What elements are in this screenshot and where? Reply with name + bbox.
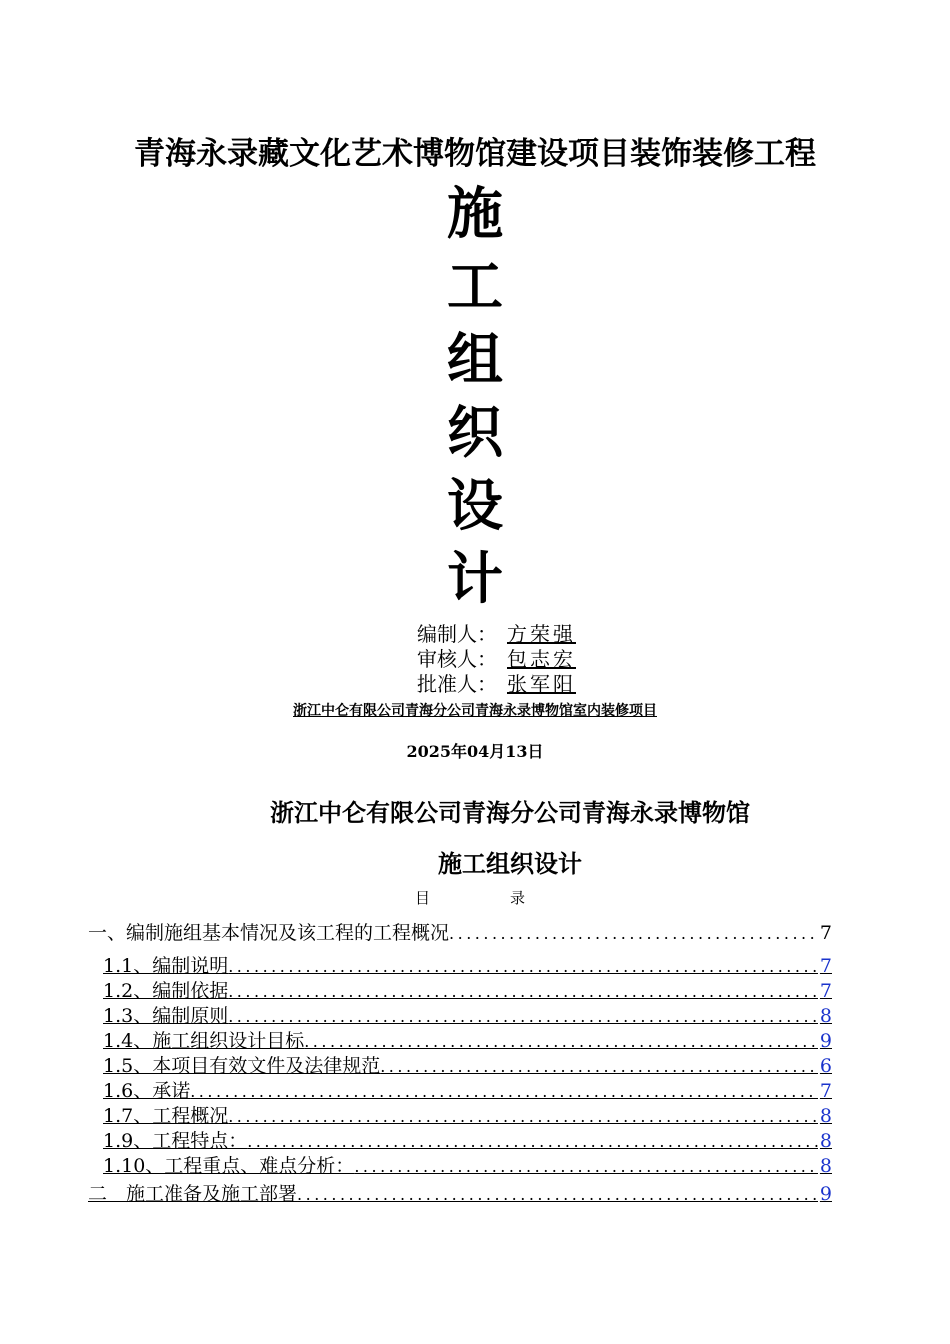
toc-entry-label: 1.10、工程重点、难点分析： [103,1155,355,1177]
toc-entry-label: 1.7、工程概况 [103,1105,229,1127]
toc-entry-label: 二 施工准备及施工部署 [88,1183,298,1205]
toc-entry[interactable] [88,918,832,954]
signature-role: 审核人： [417,647,497,671]
vertical-title-char: 织 [447,401,503,466]
table-of-contents [88,918,832,1215]
toc-page-number: 9 [819,1030,832,1052]
toc-leader-dots [190,1079,818,1104]
toc-entry-label: 1.1、编制说明 [103,955,229,977]
toc-entry[interactable] [88,1029,832,1054]
toc-entry[interactable] [88,954,832,979]
toc-leader-dots [354,1154,818,1179]
company-project-line: 浙江中仑有限公司青海分公司青海永录博物馆室内装修项目 [293,703,657,719]
toc-leader-dots [228,1004,818,1029]
document-date: 2025年04月13日 [406,742,544,761]
vertical-title-char: 设 [447,474,503,539]
toc-entry[interactable] [88,1104,832,1129]
toc-entry[interactable] [88,979,832,1004]
toc-entry-label: 1.3、编制原则 [103,1005,229,1027]
toc-entry-label: 1.4、施工组织设计目标 [103,1030,305,1052]
toc-page-number: 9 [819,1183,832,1205]
signature-row-approver [417,672,591,697]
toc-page-number: 8 [819,1155,832,1177]
toc-leader-dots [247,1129,818,1154]
signature-name: 方荣强 [507,622,576,646]
toc-page-number: 7 [819,1080,832,1102]
document-title: 青海永录藏文化艺术博物馆建设项目装饰装修工程 [134,136,816,172]
section-subtitle: 施工组织设计 [438,850,582,878]
toc-page-number: 8 [819,1130,832,1152]
toc-entry-label: 1.5、本项目有效文件及法律规范 [103,1055,381,1077]
toc-leader-dots [228,954,818,979]
toc-entry[interactable] [88,1079,832,1104]
vertical-title [0,178,950,616]
toc-heading: 目录 [414,889,605,907]
signature-block [417,622,591,697]
toc-page-number: 7 [819,922,832,944]
toc-leader-dots [297,1180,818,1210]
toc-entry[interactable] [88,1004,832,1029]
toc-page-number: 8 [819,1105,832,1127]
signature-name: 张军阳 [507,672,576,696]
toc-entry[interactable] [88,1179,832,1215]
toc-entry-label: 1.9、工程特点： [103,1130,248,1152]
signature-row-compiler [417,622,591,647]
toc-page-number: 6 [819,1055,832,1077]
toc-leader-dots [228,1104,818,1129]
toc-entry-label: 一、编制施组基本情况及该工程的工程概况 [88,922,450,944]
toc-entry-label: 1.2、编制依据 [103,980,229,1002]
vertical-title-char: 组 [447,328,503,393]
toc-leader-dots [380,1054,818,1079]
signature-row-reviewer [417,647,591,672]
toc-page-number: 7 [819,955,832,977]
signature-role: 批准人： [417,672,497,696]
toc-entry-label: 1.6、承诺 [103,1080,191,1102]
toc-entry[interactable] [88,1054,832,1079]
toc-leader-dots [449,919,818,949]
toc-entry[interactable] [88,1154,832,1179]
vertical-title-char: 计 [447,547,503,612]
toc-leader-dots [228,979,818,1004]
signature-name: 包志宏 [507,647,576,671]
signature-role: 编制人： [417,622,497,646]
toc-leader-dots [304,1029,818,1054]
toc-page-number: 7 [819,980,832,1002]
vertical-title-char: 工 [447,255,503,320]
toc-page-number: 8 [819,1005,832,1027]
toc-entry[interactable] [88,1129,832,1154]
vertical-title-char: 施 [447,182,503,247]
section-subtitle-company: 浙江中仑有限公司青海分公司青海永录博物馆 [270,799,750,827]
